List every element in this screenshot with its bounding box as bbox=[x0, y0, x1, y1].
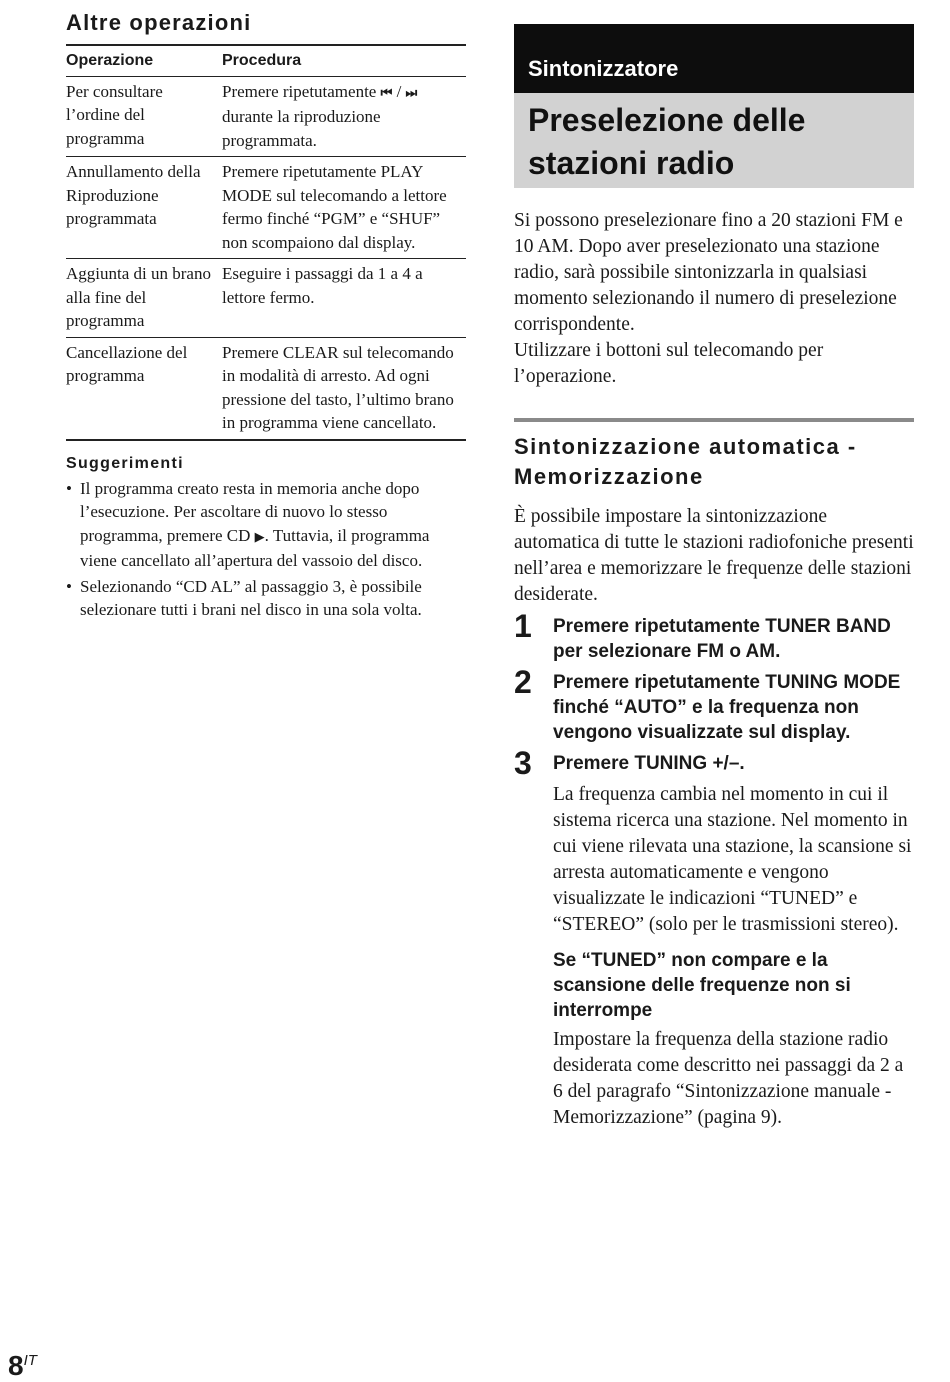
operation-cell: Aggiunta di un brano alla fine del programma bbox=[66, 259, 222, 338]
section-banner: Sintonizzatore bbox=[514, 24, 914, 93]
tip-item bbox=[66, 477, 466, 573]
column-header-procedure: Procedura bbox=[222, 45, 466, 76]
page-number-value: 8 bbox=[8, 1350, 24, 1381]
note-title: Se “TUNED” non compare e la scansione delle frequenze non si interrompe bbox=[553, 950, 851, 1021]
procedure-text: Premere ripetutamente bbox=[222, 81, 381, 101]
bullet: • bbox=[66, 478, 72, 498]
subsection-title: Sintonizzazione automatica - Memorizzazione bbox=[514, 434, 857, 489]
note-body: Impostare la frequenza della stazione radio desiderata come descritto nei passaggi da 2 a 6 del paragrafo “Sintonizzazione manuale - Memorizzazione” (pagina 9). bbox=[553, 1029, 904, 1128]
step-number: 3 bbox=[514, 745, 532, 781]
tip-text: . Tuttavia, il programma viene cancellato all’apertura del vassoio del disco. bbox=[80, 525, 430, 570]
procedure-cell: Eseguire i passaggi da 1 a 4 a lettore fermo. bbox=[222, 259, 466, 338]
subsection-intro: È possibile impostare la sintonizzazione automatica di tutte le stazioni radiofoniche presenti nell’area e memorizzare le frequenze delle stazioni desiderate. bbox=[514, 506, 914, 605]
tip-text: Selezionando “CD AL” al passaggio 3, è possibile selezionare tutti i brani nel disco in una sola volta. bbox=[80, 576, 422, 619]
procedure-cell: Premere ripetutamente PLAY MODE sul telecomando a lettore fermo finché “PGM” e “SHUF” non scompaiono dal display. bbox=[222, 157, 466, 259]
previous-track-icon: ⏮ bbox=[380, 85, 393, 101]
procedure-text: durante la riproduzione programmata. bbox=[222, 107, 381, 150]
page-language-suffix: IT bbox=[23, 1352, 37, 1369]
step-number: 2 bbox=[514, 664, 532, 700]
page-heading: Preselezione delle stazioni radio bbox=[514, 93, 914, 188]
section-title-other-operations: Altre operazioni bbox=[66, 10, 252, 35]
step-text: Premere ripetutamente TUNER BAND per selezionare FM o AM. bbox=[553, 616, 891, 662]
step-number: 1 bbox=[514, 608, 532, 644]
tip-text: Il programma creato resta in memoria anche dopo l’esecuzione. Per ascoltare di nuovo lo stesso programma, premere CD bbox=[80, 478, 420, 545]
operation-cell: Per consultare l’ordine del programma bbox=[66, 76, 222, 157]
table-row bbox=[66, 157, 466, 259]
table-row bbox=[66, 259, 466, 338]
operations-table bbox=[66, 44, 466, 441]
tips-title: Suggerimenti bbox=[66, 454, 184, 472]
separator-text: / bbox=[392, 81, 406, 101]
next-track-icon: ⏭ bbox=[405, 85, 418, 101]
step-3-body: La frequenza cambia nel momento in cui il sistema ricerca una stazione. Nel momento in cui viene rilevata una stazione, la scansione si arresta automaticamente e vengono visualizzate le indicazioni “TUNED” e “STEREO” (solo per le trasmissioni stereo). bbox=[553, 784, 912, 935]
section-divider bbox=[514, 418, 914, 422]
tips-list bbox=[66, 477, 466, 622]
procedure-cell bbox=[222, 76, 466, 157]
right-column bbox=[514, 24, 914, 1131]
intro-paragraph-2: Utilizzare i bottoni sul telecomando per l’operazione. bbox=[514, 340, 824, 387]
left-column bbox=[66, 10, 466, 624]
step-item bbox=[514, 608, 914, 664]
step-item bbox=[514, 745, 914, 781]
table-row bbox=[66, 76, 466, 157]
step-item bbox=[514, 664, 914, 745]
operation-cell: Annullamento della Riproduzione programmata bbox=[66, 157, 222, 259]
column-header-operation: Operazione bbox=[66, 45, 222, 76]
page-number bbox=[8, 1350, 37, 1382]
tip-item bbox=[66, 575, 466, 622]
step-text: Premere ripetutamente TUNING MODE finché “AUTO” e la frequenza non vengono visualizzate sul display. bbox=[553, 672, 901, 743]
intro-paragraph: Si possono preselezionare fino a 20 stazioni FM e 10 AM. Dopo aver preselezionato una stazione radio, sarà possibile sintonizzarla in qualsiasi momento selezionando il numero di preselezione corrispondente. bbox=[514, 210, 903, 335]
table-row bbox=[66, 337, 466, 440]
play-icon: ▶ bbox=[254, 529, 265, 545]
step-text: Premere TUNING +/–. bbox=[553, 753, 745, 774]
procedure-cell: Premere CLEAR sul telecomando in modalità di arresto. Ad ogni pressione del tasto, l’ultimo brano in programma viene cancellato. bbox=[222, 337, 466, 440]
bullet: • bbox=[66, 576, 72, 596]
table-header-row bbox=[66, 45, 466, 76]
step-3-details bbox=[514, 782, 914, 1131]
operation-cell: Cancellazione del programma bbox=[66, 337, 222, 440]
